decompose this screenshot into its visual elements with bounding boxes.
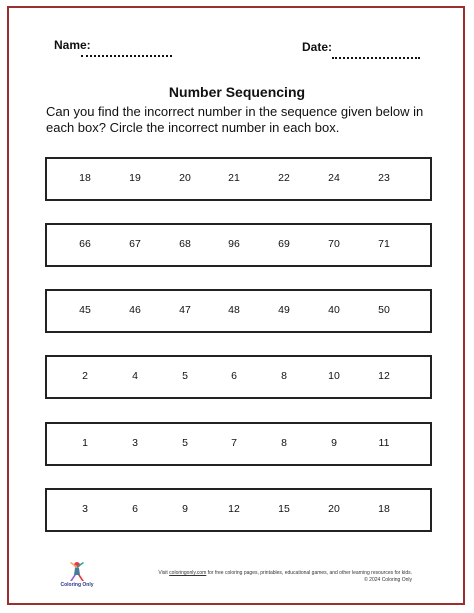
sequence-number[interactable]: 18 [79, 172, 91, 184]
footer-text [106, 570, 412, 584]
sequence-number[interactable]: 50 [378, 304, 390, 316]
sequence-number[interactable]: 68 [179, 238, 191, 250]
sequence-number[interactable]: 48 [228, 304, 240, 316]
sequence-number[interactable]: 9 [331, 437, 337, 449]
sequence-number[interactable]: 70 [328, 238, 340, 250]
sequence-box [45, 422, 432, 466]
sequence-number[interactable]: 12 [228, 503, 240, 515]
sequence-number[interactable]: 12 [378, 370, 390, 382]
sequence-number[interactable]: 66 [79, 238, 91, 250]
sequence-number[interactable]: 6 [231, 370, 237, 382]
sequence-number[interactable]: 3 [82, 503, 88, 515]
date-line[interactable] [332, 57, 420, 59]
sequence-number[interactable]: 7 [231, 437, 237, 449]
footer-visit-suffix: for free coloring pages, printables, educational games, and other learning resources for kids. [206, 570, 412, 576]
footer-copyright: © 2024 Coloring Only [364, 577, 412, 583]
sequence-number[interactable]: 6 [132, 503, 138, 515]
sequence-number[interactable]: 49 [278, 304, 290, 316]
sequence-number[interactable]: 23 [378, 172, 390, 184]
sequence-box [45, 223, 432, 267]
sequence-number[interactable]: 4 [132, 370, 138, 382]
sequence-number[interactable]: 18 [378, 503, 390, 515]
sequence-box [45, 355, 432, 399]
sequence-number[interactable]: 19 [129, 172, 141, 184]
sequence-number[interactable]: 15 [278, 503, 290, 515]
sequence-box [45, 289, 432, 333]
sequence-number[interactable]: 45 [79, 304, 91, 316]
sequence-number[interactable]: 2 [82, 370, 88, 382]
sequence-box [45, 157, 432, 201]
sequence-number[interactable]: 22 [278, 172, 290, 184]
sequence-number[interactable]: 40 [328, 304, 340, 316]
sequence-number[interactable]: 9 [182, 503, 188, 515]
logo-label: Coloring Only [60, 582, 94, 588]
sequence-number[interactable]: 67 [129, 238, 141, 250]
sequence-number[interactable]: 21 [228, 172, 240, 184]
sequence-number[interactable]: 20 [328, 503, 340, 515]
footer-visit-prefix: Visit [158, 570, 170, 576]
sequence-number[interactable]: 11 [378, 437, 390, 449]
sequence-number[interactable]: 8 [281, 370, 287, 382]
sequence-number[interactable]: 1 [82, 437, 88, 449]
sequence-number[interactable]: 71 [378, 238, 390, 250]
sequence-box [45, 488, 432, 532]
sequence-number[interactable]: 96 [228, 238, 240, 250]
footer-website-link[interactable]: coloringonly.com [169, 570, 207, 576]
sequence-number[interactable]: 5 [182, 437, 188, 449]
sequence-number[interactable]: 8 [281, 437, 287, 449]
sequence-number[interactable]: 5 [182, 370, 188, 382]
footer-visit-line [106, 570, 412, 577]
sequence-number[interactable]: 24 [328, 172, 340, 184]
sequence-number[interactable]: 3 [132, 437, 138, 449]
sequence-number[interactable]: 46 [129, 304, 141, 316]
date-label: Date: [302, 40, 333, 54]
name-line[interactable] [81, 55, 172, 57]
worksheet-title: Number Sequencing [168, 84, 306, 100]
sequence-number[interactable]: 20 [179, 172, 191, 184]
name-label: Name: [54, 38, 91, 52]
sequence-number[interactable]: 47 [179, 304, 191, 316]
instructions-text: Can you find the incorrect number in the sequence given below in each box? Circle the incorrect number in each box. [46, 104, 424, 135]
sequence-number[interactable]: 69 [278, 238, 290, 250]
sequence-number[interactable]: 10 [328, 370, 340, 382]
